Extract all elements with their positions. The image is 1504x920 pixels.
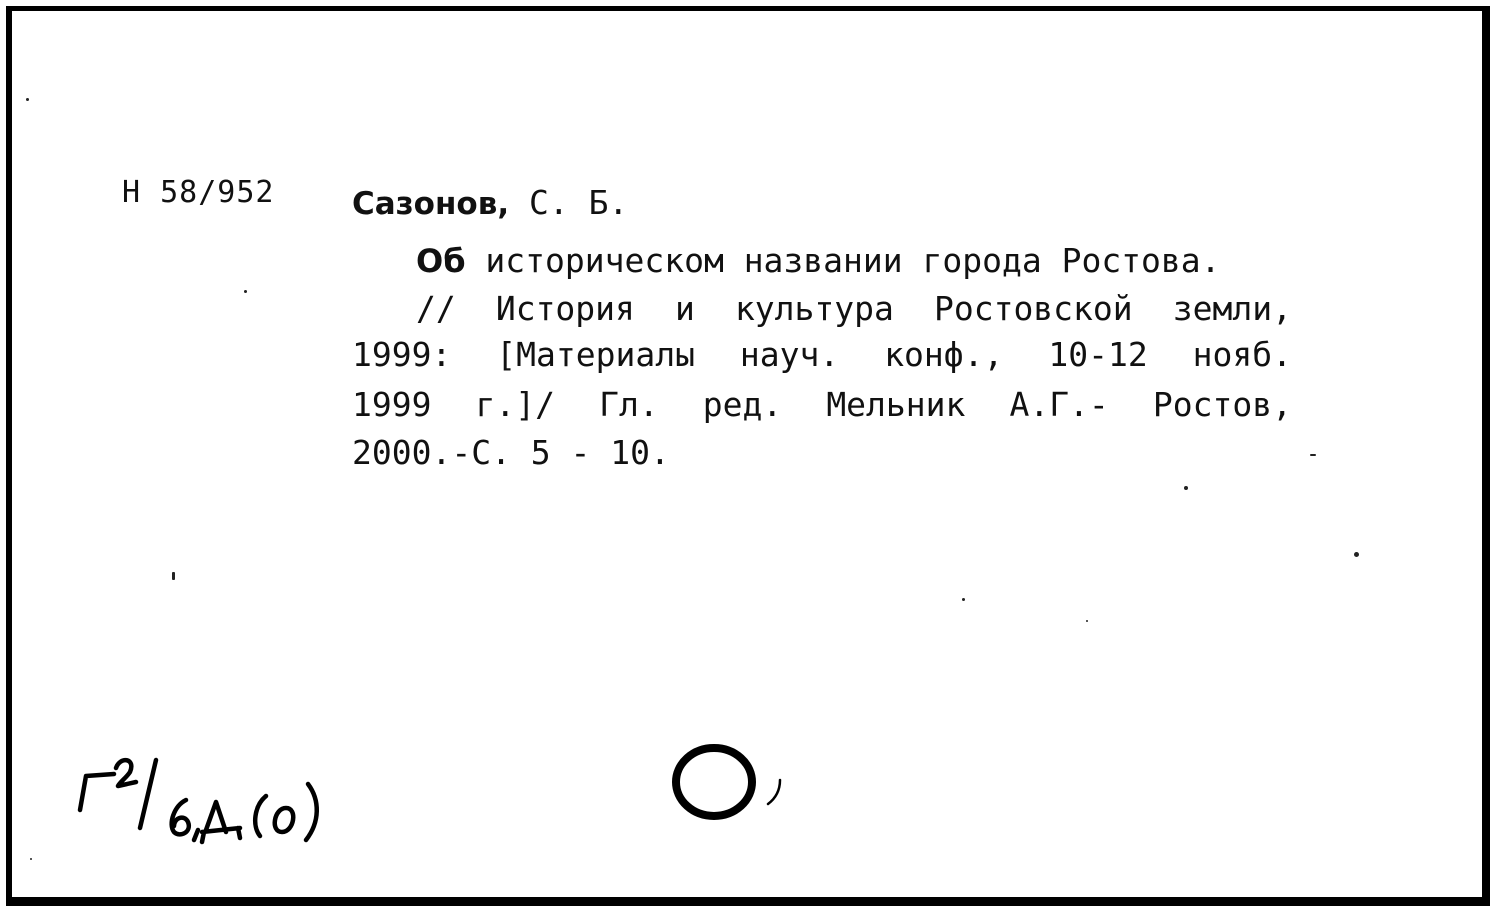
handwritten-shelf-mark	[70, 748, 410, 848]
source-word: Мельник	[826, 385, 966, 424]
source-line-2	[352, 335, 1292, 374]
speck	[26, 98, 29, 101]
source-line-1	[416, 289, 1292, 328]
source-word: культура	[734, 289, 894, 328]
speck	[962, 598, 965, 601]
source-word: Ростовской	[933, 289, 1133, 328]
speck	[1310, 454, 1316, 456]
speck	[172, 572, 175, 580]
title-first-word: Об	[416, 242, 466, 280]
source-word: земли,	[1172, 289, 1292, 328]
author-initials: С. Б.	[509, 183, 629, 222]
author-line	[352, 183, 629, 222]
source-word: 1999	[352, 385, 432, 424]
source-word: науч.	[739, 335, 840, 374]
source-word: 10-12	[1048, 335, 1148, 374]
source-word: нояб.	[1192, 335, 1292, 374]
speck	[30, 858, 32, 860]
author-name: Сазонов,	[352, 186, 510, 222]
call-number: Н 58/952	[122, 175, 275, 210]
source-word: и	[674, 289, 695, 328]
source-word: конф.,	[884, 335, 1004, 374]
source-word: ред.	[702, 385, 783, 424]
circle-mark-icon	[668, 736, 798, 836]
title-rest: историческом названии города Ростова.	[465, 241, 1221, 280]
source-word: 1999:	[352, 335, 452, 374]
source-word: г.]/	[475, 385, 556, 424]
source-line-4: 2000.-С. 5 - 10.	[352, 433, 670, 472]
source-line-3	[352, 385, 1292, 424]
speck	[244, 290, 247, 293]
source-word: Гл.	[599, 385, 659, 424]
speck	[1354, 552, 1359, 557]
speck	[1086, 620, 1088, 622]
source-word: Ростов,	[1152, 385, 1292, 424]
source-word: [Материалы	[496, 335, 695, 374]
speck	[1184, 486, 1188, 490]
title-line	[416, 241, 1221, 280]
source-word: //	[416, 289, 456, 328]
source-word: История	[495, 289, 635, 328]
source-word: А.Г.-	[1009, 385, 1109, 424]
